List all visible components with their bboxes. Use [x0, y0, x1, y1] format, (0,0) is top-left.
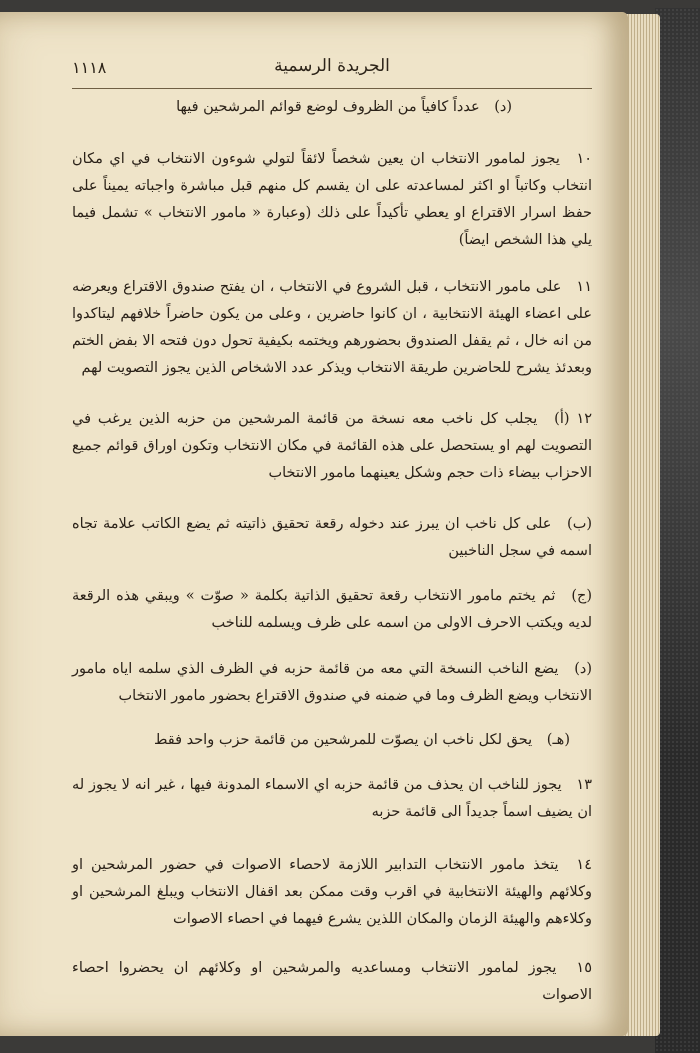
paragraph-14 — [72, 852, 592, 933]
paragraph-label: (ب) — [567, 516, 592, 532]
page-header — [72, 52, 592, 89]
paragraph-label: ١٥ — [576, 960, 592, 976]
paragraph-label: ١٣ — [576, 777, 592, 793]
paragraph-label: ١٤ — [576, 857, 592, 873]
paragraph-label: (د) — [574, 661, 593, 677]
paragraph-15 — [72, 955, 592, 1009]
paragraph-text: ثم يختم مامور الانتخاب رقعة تحقيق الذاتية بكلمة « صوّت » ويبقي هذه الرقعة لديه ويكتب الاحرف الاولى من اسمه على ظرف ويسلمه للناخب — [72, 588, 592, 631]
paragraph-d — [140, 94, 512, 121]
paragraph-10 — [72, 146, 592, 254]
paragraph-text: عدداً كافياً من الظروف لوضع قوائم المرشحين فيها — [176, 99, 480, 115]
paragraph-text: يجوز للناخب ان يحذف من قائمة حزبه اي الاسماء المدونة فيها ، غير انه لا يجوز له ان يضيف اسماً جديداً الى قائمة حزبه — [72, 777, 592, 820]
paragraph-label: ١١ — [576, 279, 592, 295]
paragraph-text: على كل ناخب ان يبرز عند دخوله رقعة تحقيق ذاتيته ثم يضع الكاتب علامة تجاه اسمه في سجل الناخبين — [72, 516, 592, 559]
paragraph-label: (د) — [494, 99, 512, 115]
paragraph-text: يجوز لمامور الانتخاب ان يعين شخصاً لائقاً لتولي شوءون الانتخاب في اي مكان انتخاب وكاتباً او اكثر لمساعدته على ان يقسم كل منهم قبل مباشرة واجباته يميناً على حفظ اسرار الاقتراع او يعطي تأكيداً على ذلك (وعبارة « مامور الانتخاب » تشمل فيما يلي هذا الشخص ايضاً) — [72, 151, 592, 248]
paragraph-12e — [100, 727, 570, 754]
paragraph-12d — [72, 656, 592, 710]
paragraph-text: يتخذ مامور الانتخاب التدابير اللازمة لاحصاء الاصوات في حضور المرشحين او وكلائهم والهيئة الانتخابية في اقرب وقت ممكن بعد اقفال الانتخاب ويبلغ المرشحين او وكلاءهم والهيئة الزمان والمكان اللذين يشرع فيهما في احصاء الاصوات — [72, 857, 592, 927]
paragraph-label: ١٢ (أ) — [554, 411, 593, 427]
paragraph-12b — [72, 511, 592, 565]
paragraph-12c — [72, 583, 592, 637]
paragraph-label: (ج) — [571, 588, 593, 604]
book-cover — [655, 8, 700, 1053]
paragraph-12a — [72, 406, 592, 487]
paragraph-text: يجوز لمامور الانتخاب ومساعديه والمرشحين او وكلائهم ان يحضروا احصاء الاصوات — [72, 960, 592, 1003]
paragraph-text: يضع الناخب النسخة التي معه من قائمة حزبه في الظرف الذي سلمه اياه مامور الانتخاب ويضع الظرف وما في ضمنه في صندوق الاقتراع بحضور مامور الانتخاب — [72, 661, 592, 704]
paragraph-text: يجلب كل ناخب معه نسخة من قائمة المرشحين من حزبه الذين يرغب في التصويت لهم او يستحصل على هذه القائمة في مكان الانتخاب وتكون اوراق قوائم جميع الاحزاب بيضاء ذات حجم وشكل يعينهما مامور الانتخاب — [72, 411, 592, 481]
paragraph-text: على مامور الانتخاب ، قبل الشروع في الانتخاب ، ان يفتح صندوق الاقتراع ويعرضه على اعضاء الهيئة الانتخابية ، ان كانوا حاضرين ، وعلى من يكون حاضراً خلافهم ليتاكدوا من انه خال ، ثم يقفل الصندوق بحضورهم ويختمه بكيفية تحول دون فتحه الا بفض الختم وبعدئذ يشرح للحاضرين طريقة الانتخاب ويذكر عدد الاشخاص الذين يجوز التصويت لهم — [72, 279, 592, 376]
paragraph-11 — [72, 274, 592, 382]
paragraph-text: يحق لكل ناخب ان يصوّت للمرشحين من قائمة حزب واحد فقط — [153, 732, 533, 748]
paragraph-label: ١٠ — [576, 151, 593, 167]
page-number: ١١١٨ — [72, 58, 107, 77]
gazette-title: الجريدة الرسمية — [274, 56, 390, 76]
paragraph-13 — [72, 772, 592, 826]
paragraph-label: (هـ) — [546, 732, 570, 748]
